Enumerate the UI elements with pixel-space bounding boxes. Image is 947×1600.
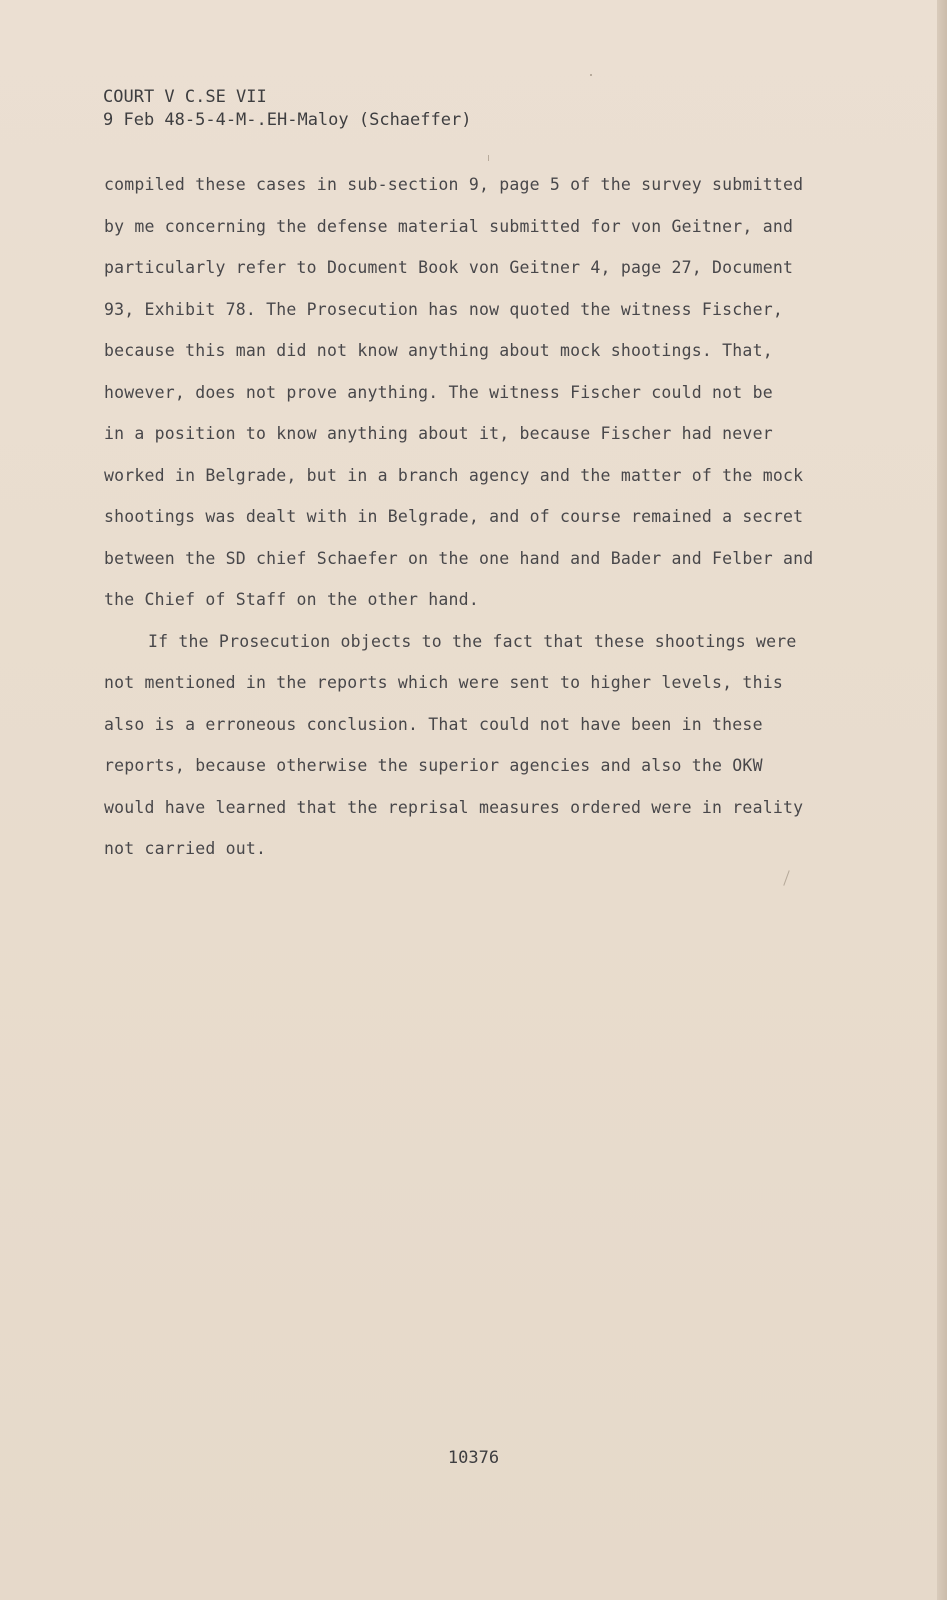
text-line: the Chief of Staff on the other hand. — [104, 590, 479, 609]
paper-speck — [488, 155, 489, 161]
text-line: between the SD chief Schaefer on the one hand and Bader and Felber and — [104, 548, 814, 568]
text-line: 93, Exhibit 78. The Prosecution has now quoted the witness Fischer, — [104, 299, 783, 319]
text-line: shootings was dealt with in Belgrade, and of course remained a secret — [104, 507, 804, 526]
text-line: not mentioned in the reports which were sent to higher levels, this — [104, 673, 783, 692]
text-line: particularly refer to Document Book von Geitner 4, page 27, Document — [104, 258, 794, 277]
text-line: not carried out. — [104, 839, 267, 858]
text-line: would have learned that the reprisal measures ordered were in reality — [104, 797, 804, 817]
text-line: worked in Belgrade, but in a branch agency and the matter of the mock — [104, 465, 804, 485]
text-line: If the Prosecution objects to the fact that these shootings were — [148, 631, 797, 651]
text-line: reports, because otherwise the superior agencies and also the OKW — [104, 756, 763, 775]
document-body — [104, 164, 844, 870]
page-number: 10376 — [447, 1448, 500, 1468]
page-edge-shadow — [937, 0, 947, 1600]
header-court-case: COURT V C.SE VII — [103, 87, 267, 107]
text-line: in a position to know anything about it, because Fischer had never — [104, 424, 773, 443]
text-line: compiled these cases in sub-section 9, page 5 of the survey submitted — [104, 175, 804, 194]
paragraph-2 — [104, 621, 844, 870]
paper-speck — [590, 74, 592, 76]
header-date-reference: 9 Feb 48-5-4-M-.EH-Maloy (Schaeffer) — [103, 110, 472, 130]
paragraph-1 — [104, 164, 844, 621]
text-line: by me concerning the defense material submitted for von Geitner, and — [104, 216, 794, 236]
text-line: however, does not prove anything. The witness Fischer could not be — [104, 382, 773, 402]
paper-speck — [783, 870, 789, 885]
text-line: because this man did not know anything about mock shootings. That, — [104, 341, 773, 360]
text-line: also is a erroneous conclusion. That could not have been in these — [104, 714, 763, 734]
document-header — [103, 86, 471, 132]
